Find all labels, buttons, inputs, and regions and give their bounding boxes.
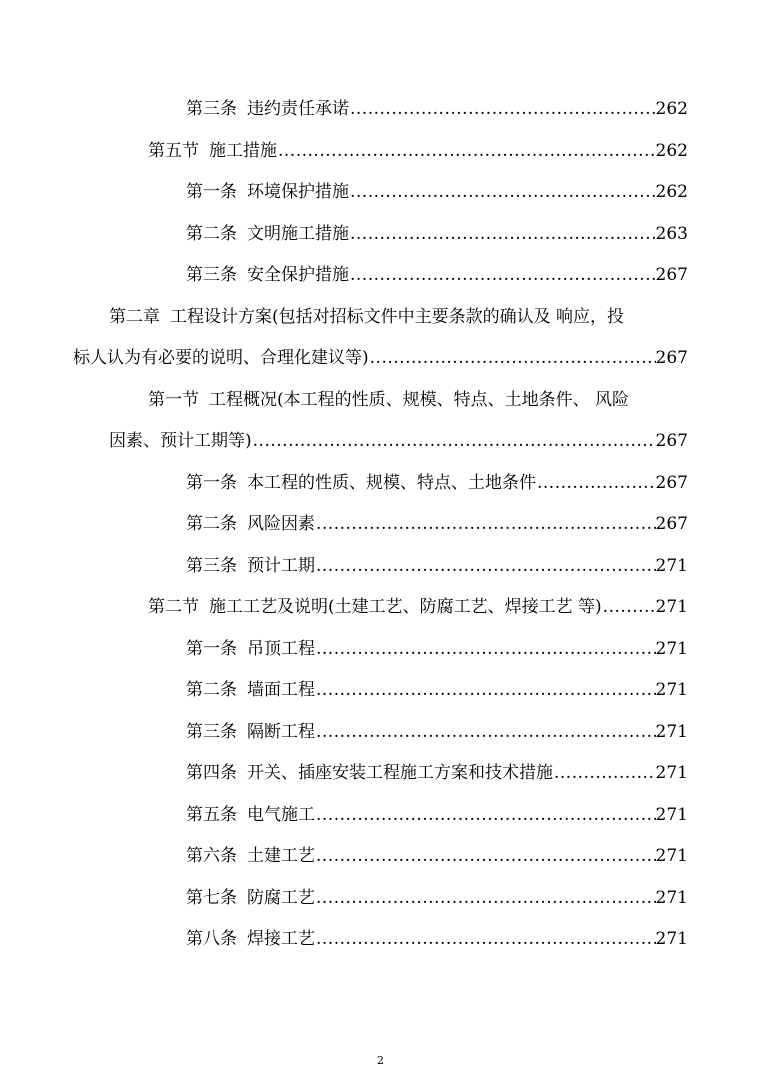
toc-entry-page: 271 xyxy=(655,763,688,783)
toc-entry[interactable] xyxy=(0,471,761,495)
toc-entry[interactable] xyxy=(0,180,761,204)
toc-entry-page: 271 xyxy=(655,929,688,949)
toc-entry-number: 第四条 xyxy=(186,763,237,783)
toc-leader-dots xyxy=(315,512,656,536)
toc-entry-number: 第三条 xyxy=(186,99,237,119)
toc-entry-title: 电气施工 xyxy=(247,805,315,825)
toc-leader-dots xyxy=(315,678,656,702)
toc-leader-dots xyxy=(369,346,656,370)
toc-leader-dots xyxy=(277,139,656,163)
toc-entry[interactable] xyxy=(0,97,761,121)
toc-entry-title: 施工措施 xyxy=(209,141,277,161)
toc-leader-dots xyxy=(349,222,656,246)
toc-entry-number: 第二条 xyxy=(186,680,237,700)
toc-entry-number: 第二条 xyxy=(186,224,237,244)
toc-entry-title: 安全保护措施 xyxy=(247,265,349,285)
toc-entry[interactable] xyxy=(0,678,761,702)
toc-leader-dots xyxy=(553,761,656,785)
toc-leader-dots xyxy=(315,886,656,910)
toc-entry-title: 风险因素 xyxy=(247,514,315,534)
toc-entry-title: 墙面工程 xyxy=(247,680,315,700)
toc-leader-dots xyxy=(315,927,656,951)
toc-entry-section[interactable] xyxy=(0,595,761,619)
toc-entry-title-cont: 标人认为有必要的说明、合理化建议等) xyxy=(73,348,369,368)
toc-entry-page: 262 xyxy=(655,141,688,161)
toc-leader-dots xyxy=(315,637,656,661)
toc-entry-title: 吊顶工程 xyxy=(247,639,315,659)
toc-entry-page: 267 xyxy=(655,514,688,534)
toc-entry[interactable] xyxy=(0,886,761,910)
toc-entry-page: 267 xyxy=(655,348,688,368)
toc-entry-page: 271 xyxy=(655,556,688,576)
toc-entry-number: 第五节 xyxy=(148,141,199,161)
toc-entry-title: 工程设计方案(包括对招标文件中主要条款的确认及 响应，投 xyxy=(170,307,625,327)
toc-leader-dots xyxy=(602,595,656,619)
toc-entry-page: 262 xyxy=(655,182,688,202)
toc-entry-title: 施工工艺及说明(土建工艺、防腐工艺、焊接工艺 等) xyxy=(209,597,602,617)
toc-entry-page: 271 xyxy=(655,722,688,742)
toc-entry-title: 土建工艺 xyxy=(247,846,315,866)
toc-entry-title: 隔断工程 xyxy=(247,722,315,742)
toc-entry-number: 第三条 xyxy=(186,722,237,742)
toc-entry-page: 267 xyxy=(655,473,688,493)
toc-entry-number: 第一节 xyxy=(148,390,199,410)
toc-entry-title: 开关、插座安装工程施工方案和技术措施 xyxy=(247,763,553,783)
toc-entry-title: 环境保护措施 xyxy=(247,182,349,202)
toc-entry-title-cont: 因素、预计工期等) xyxy=(109,431,252,451)
toc-entry-number: 第三条 xyxy=(186,265,237,285)
toc-entry-number: 第五条 xyxy=(186,805,237,825)
toc-entry-page: 271 xyxy=(655,680,688,700)
toc-entry-number: 第七条 xyxy=(186,888,237,908)
toc-entry[interactable] xyxy=(0,844,761,868)
toc-leader-dots xyxy=(252,429,656,453)
toc-entry-page: 267 xyxy=(655,265,688,285)
toc-leader-dots xyxy=(315,844,656,868)
toc-leader-dots xyxy=(349,263,656,287)
toc-entry[interactable] xyxy=(0,263,761,287)
toc-entry[interactable] xyxy=(0,927,761,951)
toc-entry-title: 焊接工艺 xyxy=(247,929,315,949)
toc-entry[interactable] xyxy=(0,720,761,744)
toc-leader-dots xyxy=(536,471,656,495)
toc-entry-number: 第二节 xyxy=(148,597,199,617)
toc-entry-page: 271 xyxy=(655,597,688,617)
toc-entry-page: 271 xyxy=(655,846,688,866)
toc-leader-dots xyxy=(315,720,656,744)
toc-entry-section[interactable] xyxy=(0,388,761,412)
toc-entry-title: 防腐工艺 xyxy=(247,888,315,908)
toc-entry-continuation[interactable] xyxy=(0,346,761,370)
toc-leader-dots xyxy=(315,554,656,578)
toc-leader-dots xyxy=(349,180,656,204)
toc-entry-page: 271 xyxy=(655,888,688,908)
toc-entry-continuation[interactable] xyxy=(0,429,761,453)
toc-entry[interactable] xyxy=(0,761,761,785)
toc-entry-page: 262 xyxy=(655,99,688,119)
toc-entry-number: 第三条 xyxy=(186,556,237,576)
toc-entry-number: 第二章 xyxy=(109,307,160,327)
toc-entry[interactable] xyxy=(0,512,761,536)
toc-leader-dots xyxy=(349,97,656,121)
toc-entry[interactable] xyxy=(0,637,761,661)
toc-entry-title: 预计工期 xyxy=(247,556,315,576)
toc-entry-title: 本工程的性质、规模、特点、土地条件 xyxy=(247,473,536,493)
toc-entry-title: 工程概况(本工程的性质、规模、特点、土地条件、 风险 xyxy=(209,390,630,410)
toc-entry-number: 第二条 xyxy=(186,514,237,534)
toc-entry-page: 267 xyxy=(655,431,688,451)
toc-entry[interactable] xyxy=(0,222,761,246)
toc-entry[interactable] xyxy=(0,554,761,578)
toc-entry-number: 第六条 xyxy=(186,846,237,866)
toc-entry[interactable] xyxy=(0,139,761,163)
toc-entry-number: 第八条 xyxy=(186,929,237,949)
page-number: 2 xyxy=(377,1054,384,1067)
toc-entry-page: 271 xyxy=(655,805,688,825)
toc-entry-title: 违约责任承诺 xyxy=(247,99,349,119)
toc-entry-number: 第一条 xyxy=(186,182,237,202)
toc-entry-title: 文明施工措施 xyxy=(247,224,349,244)
toc-entry-page: 271 xyxy=(655,639,688,659)
toc-leader-dots xyxy=(315,803,656,827)
toc-entry-number: 第一条 xyxy=(186,639,237,659)
toc-entry-number: 第一条 xyxy=(186,473,237,493)
toc-entry[interactable] xyxy=(0,803,761,827)
toc-entry-page: 263 xyxy=(655,224,688,244)
toc-entry-chapter[interactable] xyxy=(0,305,761,329)
